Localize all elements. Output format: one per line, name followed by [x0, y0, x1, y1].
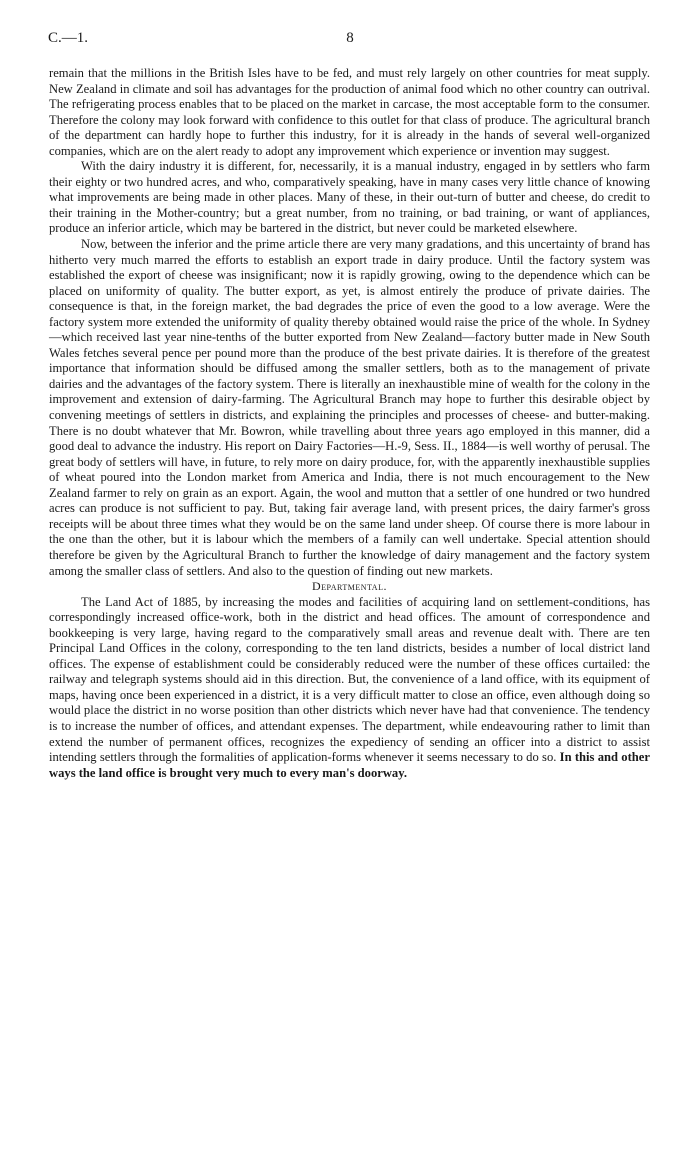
- land-act-closing-text: In this and other ways the land office is brought very much to every man's doorway.: [49, 750, 650, 780]
- land-act-text: The Land Act of 1885, by increasing the modes and facilities of acquiring land on settlement-conditions, has correspondingly increased office-work, both in the district and head offices. The amount of correspondence and bookkeeping is very large, having regard to the comparatively small areas and revenue dealt with. There are ten Principal Land Offices in the colony, corresponding to the ten land districts, besides a number of local district land offices. The expense of establishment could be considerably reduced were the number of these offices curtailed: the railway and telegraph systems should aid in this direction. But, the convenience of a land office, with its equipment of maps, having once been experienced in a district, it is a very difficult matter to close an office, even although doing so would place the district in no worse position than other districts which never have had that convenience. The tendency is to increase the number of offices, and attendant expenses. The department, while endeavouring rather to limit than extend the number of permanent offices, recognizes the expediency of sending an officer into a district to assist intending settlers through the formalities of application-forms whenever it seems necessary to do so.: [49, 594, 650, 765]
- section-heading-departmental: Departmental.: [312, 579, 387, 594]
- page-number: 8: [346, 30, 354, 46]
- document-reference: C.—1.: [48, 30, 89, 46]
- paragraph-meat-supply: remain that the millions in the British Isles have to be fed, and must rely largely on other countries for meat supply. New Zealand in climate and soil has advantages for the production of animal food which no other country can outrival. The refrigerating process enables that to be placed on the market in carcase, the most acceptable form to the consumer. Therefore the colony may look forward with confidence to this outlet for that class of produce. The agricultural branch of the department can hardly hope to further this industry, for it is already in the hands of several well-organized companies, which are on the alert ready to adopt any improvement which experience or invention may suggest.: [49, 66, 650, 158]
- paragraph-gradations: Now, between the inferior and the prime article there are very many gradations, and this uncertainty of brand has hitherto very much marred the efforts to establish an export trade in dairy produce. Until the factory system was established the export of cheese was insignificant; now it is rapidly growing, owing to the dependence which can be placed on uniformity of quality. The butter export, as yet, is almost entirely the produce of private dairies. The consequence is that, in the foreign market, the bad degrades the price of even the good to a low average. Were the factory system more extended the uniformity of quality thereby obtained would raise the price of the whole. In Sydney—which received last year nine-tenths of the butter exported from New Zealand—factory butter made in New South Wales fetches several pence per pound more than the produce of the best private dairies. It is therefore of the greatest importance that information should be diffused among the smaller settlers, both as to the management of private dairies and the advantages of the factory system. There is literally an inexhaustible mine of wealth for the colony in the improvement and extension of dairy-farming. The Agricultural Branch may hope to further this desirable object by convening meetings of settlers in districts, and explaining the principles and processes of cheese- and butter-making. There is no doubt whatever that Mr. Bowron, while travelling about three years ago employed in this manner, did a good deal to advance the industry. His report on Dairy Factories—H.-9, Sess. II., 1884—is well worthy of perusal. The great body of settlers will have, in future, to rely more on dairy produce, for, with the apparently inexhaustible supplies of wheat poured into the London market from America and India, there is not much encouragement to the New Zealand farmer to rely on grain as an export. Again, the wool and mutton that a settler of one hundred or two hundred acres can produce is not sufficient to pay. But, taking fair average land, with present prices, the dairy farmer's gross receipts will be about three times what they would be on the same land under sheep. Of course there is more labour in the one than the other, but it is labour which the members of a family can well undertake. Special attention should therefore be given by the Agricultural Branch to further the knowledge of dairy management and the factory system among the smaller class of settlers. And also to the question of finding out new markets.: [49, 237, 650, 578]
- paragraph-land-act: [49, 595, 650, 782]
- page-header: [48, 30, 652, 50]
- paragraph-dairy-industry: With the dairy industry it is different, for, necessarily, it is a manual industry, engaged in by settlers who farm their eighty or two hundred acres, and who, comparatively speaking, have in many cases very little chance of knowing what improvements are being made in other places. Many of these, in their out-turn of butter and cheese, do credit to their training in the Mother-country; but a great number, from no training, or bad training, or want of appliances, produce an inferior article, which may be bartered in the district, but never could be marketed elsewhere.: [49, 159, 650, 236]
- page-body: [49, 66, 650, 781]
